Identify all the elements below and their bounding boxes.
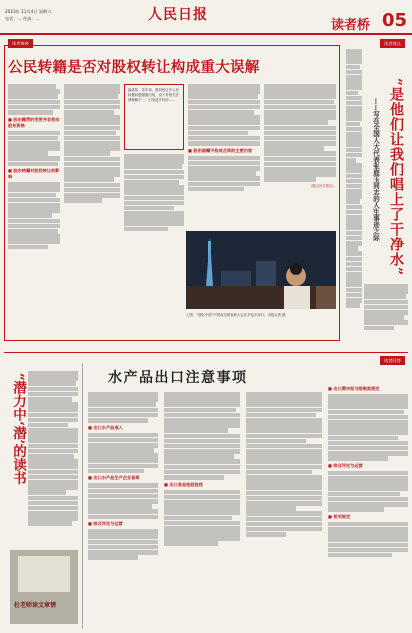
photo-caption: 上图：“国际中国”中国成功被表彰大会在多伦多举行。本报记者 摄 (186, 313, 286, 317)
section-name: 读者桥 (331, 18, 371, 33)
bottom-column-4 (328, 384, 408, 558)
article-column-3 (124, 154, 184, 232)
header-rule (0, 33, 412, 35)
right-subhead-3: ■ 相关规定 (328, 513, 351, 519)
article-column-1 (8, 84, 60, 250)
bottom-vertical-headline: “潜力中‘潜’的读书 (10, 373, 26, 485)
right-text-column-2 (364, 284, 408, 331)
bottom-column-1 (88, 392, 158, 560)
book-cover-image (10, 550, 78, 624)
city-night-photo-icon (186, 231, 336, 309)
right-text-column (346, 49, 362, 341)
right-vertical-headline: “是他们让我们唱上了干净水” (388, 78, 404, 277)
edition-line: 电话：… 传真：… (5, 16, 40, 21)
news-photo (186, 231, 336, 309)
article-column-2 (64, 84, 120, 203)
right-vertical-headline-block (364, 78, 404, 278)
bottom-subhead-1: ■ 出口水产品准入 (88, 424, 123, 430)
article-column-4 (188, 84, 260, 192)
bottom-column-2 (164, 392, 240, 547)
book-title: 杜老师读文章情 (14, 602, 57, 609)
newspaper-logo: 人民日报 (148, 7, 208, 23)
bottom-left-text (28, 371, 78, 527)
editor-note-text: 编者按：近年来，股权转让中公民转籍问题屡屡出现，由于对相关法律理解不一，引发诸多纠纷…… (128, 88, 179, 103)
subhead-1: ■ 股东籍贯的变更并非变动股东资格 (8, 116, 60, 128)
date-line: 2023年 11月4日 星期六 (5, 9, 52, 14)
article-headline: 公民转籍是否对股权转让构成重大误解 (8, 59, 260, 76)
bottom-subhead-2: ■ 出口水产品生产企业备案 (88, 475, 140, 481)
bottom-subhead-4: ■ 出口食品检验检疫 (164, 481, 203, 487)
right-vertical-subheadline: ——写在全国人大代表张庭玉同志的人生事迹之际 (372, 98, 380, 241)
right-subhead-1: ■ 出口需申报与限制类规定 (328, 386, 380, 391)
article-column-5 (264, 84, 336, 189)
bottom-section-tag: 读者问答 (380, 356, 405, 365)
bottom-subhead-3: ■ 综合评定与运营 (88, 521, 123, 527)
subhead-2: ■ 股东转籍对股权转让的影响 (8, 168, 60, 180)
bottom-column-3 (246, 392, 322, 537)
editor-note-box (124, 84, 184, 150)
section-tag: 读者调查 (8, 39, 33, 48)
article-source: （据人民日报社） (308, 183, 336, 188)
book-illustration (18, 556, 70, 592)
section-divider (4, 352, 408, 353)
main-headline: 水产品出口注意事项 (108, 370, 248, 386)
page-number: 05 (382, 10, 408, 31)
right-subhead-2: ■ 综合评定与运营 (328, 462, 363, 468)
right-section-tag: 读者观点 (380, 39, 405, 48)
page-header (0, 0, 412, 36)
subhead-3: ■ 股东国籍不构成合同的主要内容 (188, 147, 253, 153)
